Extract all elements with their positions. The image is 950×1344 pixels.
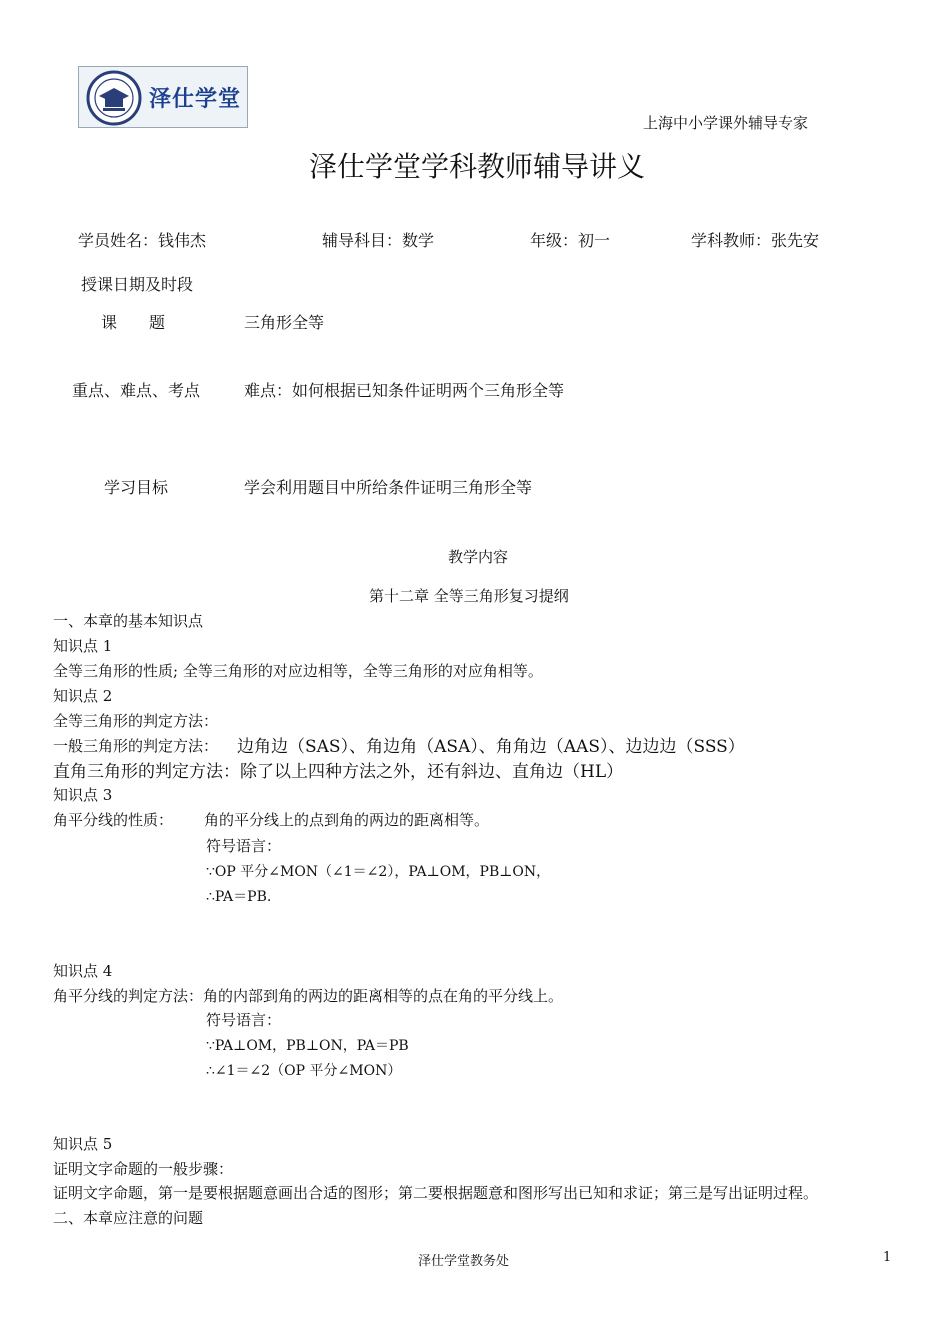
student-name: 学员姓名：钱伟杰 [78, 231, 207, 250]
school-logo [78, 66, 248, 128]
formula-line: ∴PA＝PB. [206, 889, 272, 905]
knowledge-point-label: 知识点 3 [53, 786, 113, 804]
focus-label: 重点、难点、考点 [72, 381, 201, 400]
text-line: 角的平分线上的点到角的两边的距离相等。 [204, 811, 490, 829]
date-label: 授课日期及时段 [81, 275, 194, 294]
text-line: 直角三角形的判定方法：除了以上四种方法之外，还有斜边、直角边（HL） [53, 762, 624, 782]
school-emblem-icon [85, 70, 143, 126]
text-line: 证明文字命题，第一是要根据题意画出合适的图形；第二要根据题意和图形写出已知和求证；第三是写出证明过程。 [53, 1184, 819, 1202]
formula-line: ∴∠1＝∠2（OP 平分∠MON） [206, 1063, 402, 1079]
text-line: 边角边（SAS）、角边角（ASA）、角角边（AAS）、边边边（SSS） [237, 737, 745, 757]
topic-value: 三角形全等 [244, 313, 325, 332]
knowledge-point-label: 知识点 4 [53, 962, 113, 980]
topic-label: 课 题 [101, 313, 166, 332]
knowledge-point-label: 知识点 1 [53, 637, 113, 655]
section-heading: 一、本章的基本知识点 [53, 612, 204, 630]
content-heading: 教学内容 [448, 548, 509, 566]
text-line: 符号语言： [206, 837, 282, 855]
text-line: 角平分线的判定方法：角的内部到角的两边的距离相等的点在角的平分线上。 [53, 987, 564, 1005]
section-heading: 二、本章应注意的问题 [53, 1209, 204, 1227]
knowledge-point-label: 知识点 2 [53, 687, 113, 705]
goal-label: 学习目标 [104, 478, 169, 497]
text-line: 全等三角形的性质; 全等三角形的对应边相等，全等三角形的对应角相等。 [53, 662, 543, 680]
text-line: 证明文字命题的一般步骤： [53, 1160, 234, 1178]
grade: 年级：初一 [530, 231, 611, 250]
chapter-title: 第十二章 全等三角形复习提纲 [369, 587, 569, 605]
page-number: 1 [883, 1250, 892, 1265]
formula-line: ∵PA⊥OM，PB⊥ON，PA＝PB [206, 1038, 409, 1054]
logo-text: 泽仕学堂 [149, 87, 242, 112]
footer-text: 泽仕学堂教务处 [418, 1254, 510, 1269]
tagline: 上海中小学课外辅导专家 [643, 114, 809, 132]
focus-value: 难点：如何根据已知条件证明两个三角形全等 [244, 381, 565, 400]
knowledge-point-label: 知识点 5 [53, 1135, 113, 1153]
page-title: 泽仕学堂学科教师辅导讲义 [309, 150, 646, 183]
text-line: 角平分线的性质： [53, 811, 174, 829]
text-line: 符号语言： [206, 1011, 282, 1029]
teacher: 学科教师：张先安 [691, 231, 820, 250]
text-line: 一般三角形的判定方法： [53, 737, 219, 755]
formula-line: ∵OP 平分∠MON（∠1＝∠2），PA⊥OM，PB⊥ON， [206, 864, 551, 880]
goal-value: 学会利用题目中所给条件证明三角形全等 [244, 478, 533, 497]
text-line: 全等三角形的判定方法： [53, 712, 219, 730]
subject: 辅导科目：数学 [322, 231, 435, 250]
